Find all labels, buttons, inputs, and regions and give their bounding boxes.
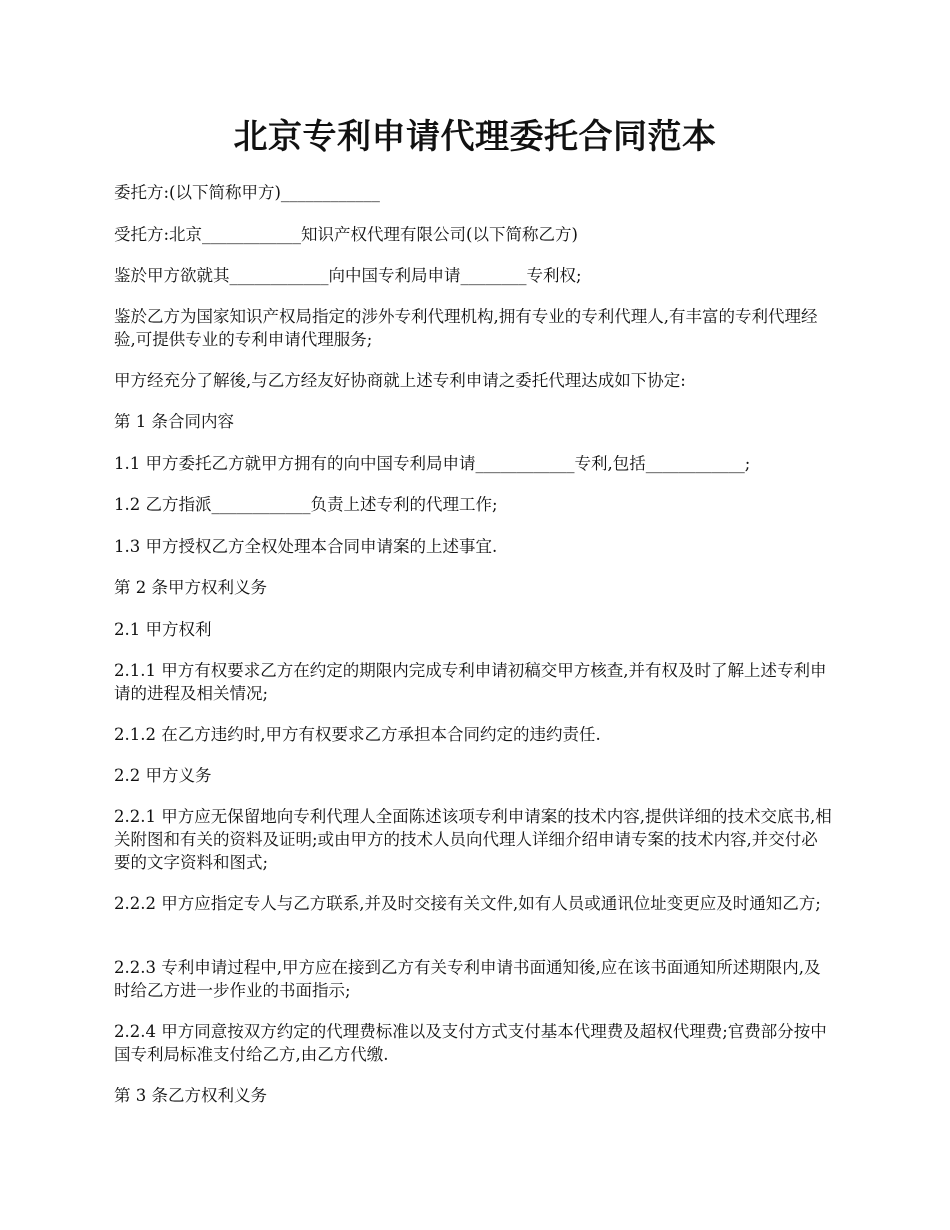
clause-2-1-2: 2.1.2 在乙方违约时,甲方有权要求乙方承担本合同约定的违约责任. <box>114 725 601 744</box>
heading-article-3: 第 3 条乙方权利义务 <box>114 1086 267 1105</box>
heading-article-2: 第 2 条甲方权利义务 <box>114 578 267 597</box>
clause-2-2-4: 2.2.4 甲方同意按双方约定的代理费标准以及支付方式支付基本代理费及超权代理费;官费部分按中国专利局标准支付给乙方,由乙方代缴. <box>114 1022 827 1064</box>
paragraph-whereas-2: 鉴於乙方为国家知识产权局指定的涉外专利代理机构,拥有专业的专利代理人,有丰富的专利代理经验,可提供专业的专利申请代理服务; <box>114 307 818 349</box>
clause-2-2: 2.2 甲方义务 <box>114 766 212 785</box>
heading-article-1: 第 1 条合同内容 <box>114 412 234 431</box>
paragraph-principal: 委托方:(以下简称甲方)____________ <box>114 183 380 202</box>
clause-2-2-3: 2.2.3 专利申请过程中,甲方应在接到乙方有关专利申请书面通知後,应在该书面通知所述期限内,及时给乙方进一步作业的书面指示; <box>114 958 821 1000</box>
clause-1-2: 1.2 乙方指派____________负责上述专利的代理工作; <box>114 495 498 514</box>
clause-2-2-2: 2.2.2 甲方应指定专人与乙方联系,并及时交接有关文件,如有人员或通讯位址变更应及时通知乙方; <box>114 894 821 913</box>
clause-2-2-1: 2.2.1 甲方应无保留地向专利代理人全面陈述该项专利申请案的技术内容,提供详细的技术交底书,相关附图和有关的资料及证明;或由甲方的技术人员向代理人详细介绍申请专案的技术内容,并交付必要的文字资料和图式; <box>114 807 832 872</box>
clause-2-1-1: 2.1.1 甲方有权要求乙方在约定的期限内完成专利申请初稿交甲方核查,并有权及时了解上述专利申请的进程及相关情况; <box>114 661 827 703</box>
paragraph-agent: 受托方:北京____________知识产权代理有限公司(以下简称乙方) <box>114 225 578 244</box>
document-title: 北京专利申请代理委托合同范本 <box>233 117 717 157</box>
paragraph-whereas-1: 鉴於甲方欲就其____________向中国专利局申请________专利权; <box>114 266 582 285</box>
clause-1-3: 1.3 甲方授权乙方全权处理本合同申请案的上述事宜. <box>114 537 498 556</box>
paragraph-agreement: 甲方经充分了解後,与乙方经友好协商就上述专利申请之委托代理达成如下协定: <box>114 371 686 390</box>
clause-2-1: 2.1 甲方权利 <box>114 620 212 639</box>
clause-1-1: 1.1 甲方委托乙方就甲方拥有的向中国专利局申请____________专利,包括____________; <box>114 454 751 473</box>
